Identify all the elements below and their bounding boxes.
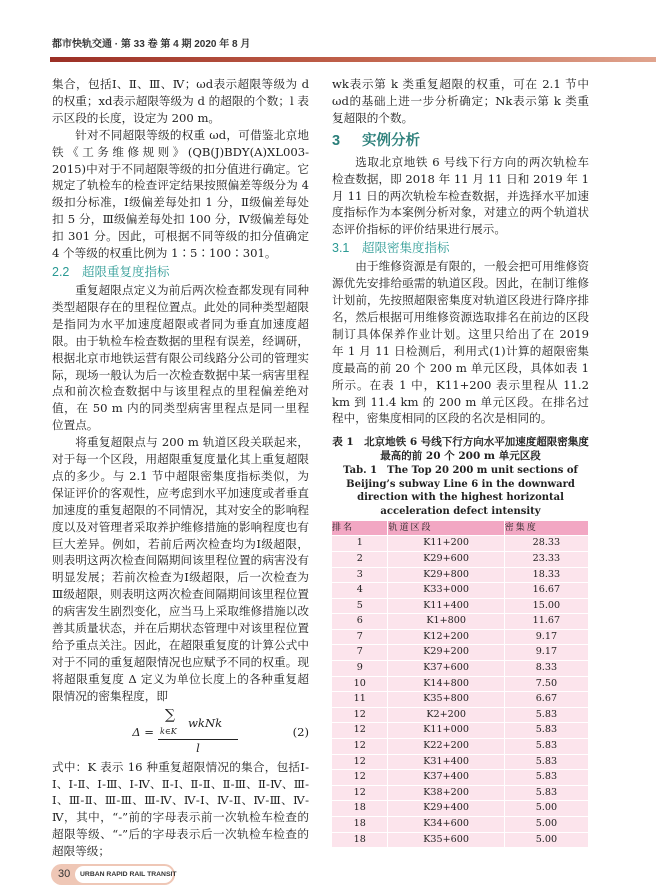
table-cell: 7.50 bbox=[505, 677, 588, 692]
table-row bbox=[332, 614, 588, 629]
column-header: 排名 bbox=[332, 521, 387, 535]
table-cell: 2 bbox=[332, 552, 387, 567]
table-cell: K11+000 bbox=[388, 723, 503, 738]
denominator: l bbox=[196, 740, 200, 755]
paragraph: 集合，包括Ⅰ、Ⅱ、Ⅲ、Ⅳ；ωd表示超限等级为 d 的权重；xd表示超限等级为 d 的超限的个数；l 表示区段的长度，设定为 200 m。 bbox=[52, 77, 309, 125]
table-cell: K29+200 bbox=[388, 645, 503, 660]
table-caption-en: Tab. 1 The Top 20 200 m unit sections of Beijing’s subway Line 6 in the downward direction with the highest horizontal acceleration defect intensity bbox=[343, 465, 578, 517]
table-cell: 9.17 bbox=[505, 645, 588, 660]
table-caption-cn: 表 1 北京地铁 6 号线下行方向水平加速度超限密集度 最高的前 20 个 200 m 单元区段 bbox=[332, 436, 589, 463]
table-cell: 12 bbox=[332, 708, 387, 723]
table-cell: K14+800 bbox=[388, 677, 503, 692]
table-cell: 5.83 bbox=[505, 786, 588, 801]
table-cell: 7 bbox=[332, 630, 387, 645]
section-heading-3: 3 实例分析 bbox=[332, 132, 420, 149]
column-header: 密集度 bbox=[505, 521, 588, 535]
data-table bbox=[331, 520, 589, 848]
table-cell: K35+600 bbox=[388, 833, 503, 848]
equation-2 bbox=[52, 707, 309, 757]
table-cell: 18 bbox=[332, 833, 387, 848]
running-header: 都市快轨交通 · 第 33 卷 第 4 期 2020 年 8 月 bbox=[52, 39, 251, 50]
table-cell: 5.83 bbox=[505, 739, 588, 754]
page-number: 30 bbox=[58, 868, 71, 880]
table-row bbox=[332, 661, 588, 676]
table-cell: K37+600 bbox=[388, 661, 503, 676]
table-cell: K29+600 bbox=[388, 552, 503, 567]
table-row bbox=[332, 599, 588, 614]
table-row bbox=[332, 770, 588, 785]
table-cell: 5.00 bbox=[505, 833, 588, 848]
table-cell: 7 bbox=[332, 645, 387, 660]
table-cell: 12 bbox=[332, 739, 387, 754]
table-row bbox=[332, 568, 588, 583]
footer-badge bbox=[51, 864, 175, 885]
table-cell: 8.33 bbox=[505, 661, 588, 676]
section-heading-2-2: 2.2 超限重复度指标 bbox=[52, 264, 170, 279]
left-column bbox=[52, 76, 309, 860]
paragraph: 式中：K 表示 16 种重复超限情况的集合，包括Ⅰ-Ⅰ、Ⅰ-Ⅱ、Ⅰ-Ⅲ、Ⅰ-Ⅳ、Ⅱ-Ⅰ、Ⅱ-Ⅱ、Ⅱ-Ⅲ、Ⅱ-Ⅳ、Ⅲ-Ⅰ、Ⅲ-Ⅱ、Ⅲ-Ⅲ、Ⅲ-Ⅳ、Ⅳ-Ⅰ、Ⅳ-Ⅱ、Ⅳ-Ⅲ、Ⅳ-Ⅳ，其中，“-”前的字母表示前一次轨检车检查的超限等级、“-”后的字母表示后一次轨检车检查的超限等级； bbox=[52, 759, 309, 859]
sum-subscript: k∈K bbox=[160, 726, 177, 736]
table-row bbox=[332, 739, 588, 754]
table-cell: 28.33 bbox=[505, 536, 588, 551]
table-row bbox=[332, 708, 588, 723]
table-cell: K22+200 bbox=[388, 739, 503, 754]
table-cell: 10 bbox=[332, 677, 387, 692]
paragraph: 重复超限点定义为前后两次检查都发现有同种类型超限存在的里程位置点。此处的同种类型超限是指同为水平加速度超限或者同为垂直加速度超限。由于轨检车检查数据的里程有误差，经调研，根据北京市地铁运营有限公司线路分公司的管理实际，现场一般认为后一次检查数据中某一病害里程点和前次检查数据中与该里程点的里程偏差绝对值，在 50 m 内的同类型病害里程点是同一里程位置点。 bbox=[52, 282, 309, 433]
paragraph: 选取北京地铁 6 号线下行方向的两次轨检车检查数据，即 2018 年 11 月 11 日和 2019 年 1 月 11 日的两次轨检车检查数据，并选择水平加速度指标作为本案例分析对象，对建立的两个轨道状态评价指标的评价结果进行展示。 bbox=[332, 154, 589, 237]
table-cell: 6.67 bbox=[505, 692, 588, 707]
right-column bbox=[332, 76, 589, 848]
table-row bbox=[332, 645, 588, 660]
table-row bbox=[332, 786, 588, 801]
table-cell: 4 bbox=[332, 583, 387, 598]
table-cell: K37+400 bbox=[388, 770, 503, 785]
table-cell: K2+200 bbox=[388, 708, 503, 723]
table-cell: 16.67 bbox=[505, 583, 588, 598]
section-heading-3-1: 3.1 超限密集度指标 bbox=[332, 241, 450, 256]
column-header: 轨道区段 bbox=[388, 521, 503, 535]
table-row bbox=[332, 536, 588, 551]
table-row bbox=[332, 677, 588, 692]
table-cell: 18 bbox=[332, 801, 387, 816]
equation-lhs: Δ = bbox=[132, 724, 154, 739]
table-cell: 12 bbox=[332, 786, 387, 801]
table-cell: 5.83 bbox=[505, 723, 588, 738]
sum-symbol: ∑ bbox=[165, 706, 175, 723]
table-cell: 5.83 bbox=[505, 755, 588, 770]
fraction bbox=[158, 707, 238, 756]
table-cell: 23.33 bbox=[505, 552, 588, 567]
table-cell: K11+400 bbox=[388, 599, 503, 614]
table-row bbox=[332, 692, 588, 707]
table-cell: 5 bbox=[332, 599, 387, 614]
table-cell: K29+400 bbox=[388, 801, 503, 816]
equation-number: (2) bbox=[292, 724, 309, 739]
paragraph: 由于维修资源是有限的，一般会把可用维修资源优先安排给亟需的轨道区段。因此，在制订维修计划前，先按照超限密集度对轨道区段进行降序排名，然后根据可用维修资源选取排名在前边的区段制订具体保养作业计划。这里只给出了在 2019 年 1 月 11 日检测后，利用式(1)计算的超限密集度最高的前 20 个 200 m 单元区段，具体如表 1 所示。在表 1 中，K11+200 表示里程从 11.2 km 到 11.4 km 的 200 m 单元区段。在排名过程中，密集度相同的区段的名次是相同的。 bbox=[332, 259, 589, 426]
table-cell: 12 bbox=[332, 770, 387, 785]
header-bar bbox=[50, 57, 656, 62]
table-cell: 12 bbox=[332, 723, 387, 738]
table-cell: 5.00 bbox=[505, 801, 588, 816]
paragraph: 将重复超限点与 200 m 轨道区段关联起来，对于每一个区段，用超限重复度量化其上重复超限点的多少。与 2.1 节中超限密集度指标类似，为保证评价的客观性，应考虑到水平加速度或者垂直加速度的重复超限的不同情况，其对安全的影响程度以及对管理者采取养护维修措施的影响程度也有巨大差异。例如，若前后两次检查均为Ⅰ级超限，则表明这两次检查间隔期间该里程位置的病害没有明显发展；若前次检查为Ⅰ级超限，后一次检查为Ⅲ级超限，则表明这两次检查间隔期间该里程位置的病害发生剧烈变化，应当马上采取维修措施以改善其质量状态，并在后期状态管理中对该里程位置给予重点关注。因此，在超限重复度的计算公式中对于不同的重复超限情况也应赋予不同的权重。现将超限重复度 Δ 定义为单位长度上的各种重复超限情况的密集程度，即 bbox=[52, 435, 309, 703]
table-cell: 9.17 bbox=[505, 630, 588, 645]
table-cell: K1+800 bbox=[388, 614, 503, 629]
paragraph: wk表示第 k 类重复超限的权重，可在 2.1 节中 ωd的基础上进一步分析确定；Nk表示第 k 类重复超限的个数。 bbox=[332, 77, 589, 125]
table-cell: K34+600 bbox=[388, 817, 503, 832]
table-row bbox=[332, 552, 588, 567]
table-cell: K33+000 bbox=[388, 583, 503, 598]
table-cell: 5.83 bbox=[505, 770, 588, 785]
paragraph: 针对不同超限等级的权重 ωd，可借鉴北京地铁《工务维修规则》(QB(J)BDY(A)XL003-2015)中对于不同超限等级的扣分值进行确定。它规定了轨检车的检查评定结果按照偏差等级分为 4 级扣分标准，Ⅰ级偏差每处扣 1 分，Ⅱ级偏差每处扣 5 分，Ⅲ级偏差每处扣 100 分，Ⅳ级偏差每处扣 301 分。因此，可根据不同等级的扣分值确定 4 个等级的权重比例为 1∶5∶100∶301。 bbox=[52, 127, 309, 261]
table-cell: K35+800 bbox=[388, 692, 503, 707]
table-row bbox=[332, 583, 588, 598]
table-cell: 1 bbox=[332, 536, 387, 551]
table-cell: K12+200 bbox=[388, 630, 503, 645]
table-cell: 5.00 bbox=[505, 817, 588, 832]
table-cell: 18 bbox=[332, 817, 387, 832]
table-row bbox=[332, 630, 588, 645]
table-cell: 11 bbox=[332, 692, 387, 707]
table-row bbox=[332, 817, 588, 832]
table-cell: K31+400 bbox=[388, 755, 503, 770]
table-row bbox=[332, 801, 588, 816]
table-cell: K11+200 bbox=[388, 536, 503, 551]
table-row bbox=[332, 755, 588, 770]
table-cell: 9 bbox=[332, 661, 387, 676]
table-cell: 3 bbox=[332, 568, 387, 583]
table-cell: 6 bbox=[332, 614, 387, 629]
table-row bbox=[332, 833, 588, 848]
table-cell: 15.00 bbox=[505, 599, 588, 614]
table-cell: K29+800 bbox=[388, 568, 503, 583]
table-cell: 12 bbox=[332, 755, 387, 770]
numerator: wkNk bbox=[188, 715, 223, 730]
table-cell: 18.33 bbox=[505, 568, 588, 583]
table-cell: K38+200 bbox=[388, 786, 503, 801]
table-cell: 11.67 bbox=[505, 614, 588, 629]
table-cell: 5.83 bbox=[505, 708, 588, 723]
journal-name: URBAN RAPID RAIL TRANSIT bbox=[75, 866, 173, 883]
table-row bbox=[332, 723, 588, 738]
